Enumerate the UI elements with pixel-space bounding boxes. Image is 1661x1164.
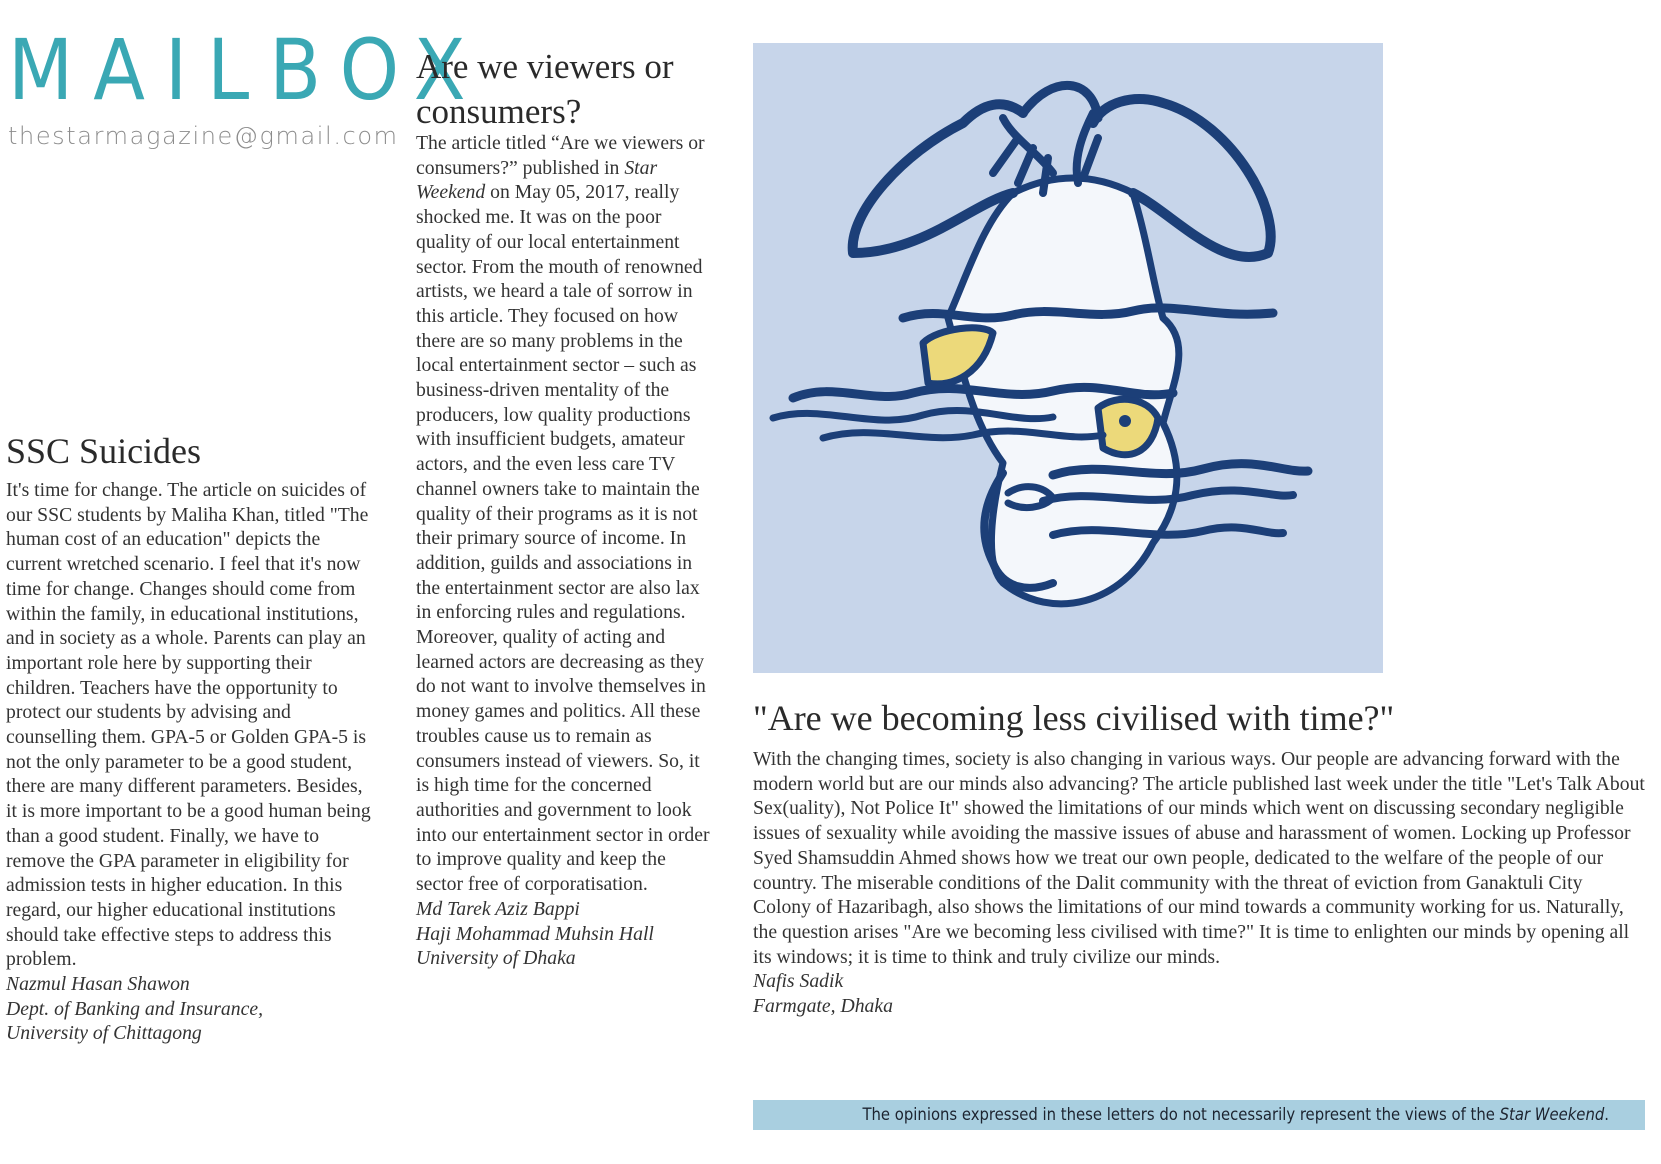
disclaimer-end: . — [1604, 1105, 1609, 1124]
figure-head-top — [1023, 85, 1098, 118]
signature-name: Nafis Sadik — [753, 970, 844, 993]
letter-headline: SSC Suicides — [6, 431, 202, 471]
disclaimer-banner — [753, 1100, 1645, 1130]
signature-location: Farmgate, Dhaka — [753, 995, 893, 1018]
wave-7 — [1053, 527, 1283, 535]
letter-headline: Are we viewers or consumers? — [416, 47, 674, 131]
signature-location: University of Dhaka — [416, 947, 576, 970]
signature-affiliation: Dept. of Banking and Insurance, — [6, 997, 263, 1020]
signature-location: University of Chittagong — [6, 1022, 202, 1045]
letter-body: It's time for change. The article on suicides of our SSC students by Maliha Khan, titled "The human cost of an education" depicts the current wretched scenario. I feel that it's now time for change. Changes should come from within the family, in educational institutions, and in society as a whole. Parents can play an important role here by supporting their children. Teachers have the opportunity to protect our students by advising and counselling them. GPA-5 or Golden GPA-5 is not the only parameter to be a good student, there are many different parameters. Besides, it is more important to be a good human being than a good student. Finally, we have to remove the GPA parameter in eligibility for admission tests in higher education. In this regard, our higher educational institutions should take effective steps to address this problem. — [6, 479, 371, 971]
illustration-figure — [753, 43, 1383, 673]
letter-body-container — [753, 747, 1645, 1019]
letter-signature — [416, 897, 716, 971]
signature-affiliation: Haji Mohammad Muhsin Hall — [416, 922, 654, 945]
wave-5 — [1053, 464, 1308, 475]
letter-body: With the changing times, society is also changing in various ways. Our people are advancing forward with the modern world but are our minds also advancing? The article published last week under the title "Let's Talk About Sex(uality), Not Police It" showed the limitations of our minds which went on discussing secondary negligible issues of sexuality while avoiding the massive issues of abuse and harassment of women. Locking up Professor Syed Shamsuddin Ahmed shows how we treat our own people, dedicated to the welfare of the people of our country. The miserable conditions of the Dalit community with the threat of eviction from Ganaktuli City Colony of Hazaribagh, also shows the limitations of our mind towards a community working for us. Naturally, the question arises "Are we becoming less civilised with time?" It is time to enlighten our minds by opening all its windows; it is time to think and truly civilize our minds. — [753, 748, 1645, 968]
disclaimer-publication: Star Weekend — [1499, 1105, 1605, 1124]
masthead-title: MAILBOX — [8, 21, 486, 119]
figure-hand-left — [993, 118, 1053, 193]
letter-body-container — [6, 478, 378, 1046]
letter-headline: "Are we becoming less civilised with time?" — [753, 698, 1395, 738]
figure-pupil-2 — [1119, 415, 1131, 427]
letter-body-container — [416, 131, 716, 971]
letter-body-part: on May 05, 2017, really shocked me. It was on the poor quality of our local entertainment sector. From the mouth of renowned artists, we heard a tale of sorrow in this article. They focused on how there are so many problems in the local entertainment sector – such as business-driven mentality of the producers, low quality productions with insufficient budgets, amateur actors, and the even less care TV channel owners take to maintain the quality of their programs as it is not their primary source of income. In addition, guilds and associations in the entertainment sector are also lax in enforcing rules and regulations. Moreover, quality of acting and learned actors are decreasing as they do not want to involve themselves in money games and politics. All these troubles cause us to remain as consumers instead of viewers. So, it is high time for the concerned authorities and government to look into our entertainment sector in order to improve quality and keep the sector free of corporatisation. — [416, 181, 710, 896]
letter-body-part: The article titled “Are we viewers or consumers?” published in — [416, 132, 705, 179]
letter-signature — [753, 969, 1645, 1018]
illustration-painting — [753, 43, 1383, 673]
signature-name: Md Tarek Aziz Bappi — [416, 897, 580, 920]
publication-name: Star Weekend — [416, 156, 658, 204]
letter-signature — [6, 972, 378, 1046]
disclaimer-text: The opinions expressed in these letters do not necessarily represent the views of the — [862, 1105, 1500, 1124]
letter-body — [416, 131, 716, 897]
contact-email[interactable]: thestarmagazine@gmail.com — [8, 122, 399, 150]
figure-eye-2 — [1098, 399, 1158, 454]
signature-name: Nazmul Hasan Shawon — [6, 973, 190, 996]
